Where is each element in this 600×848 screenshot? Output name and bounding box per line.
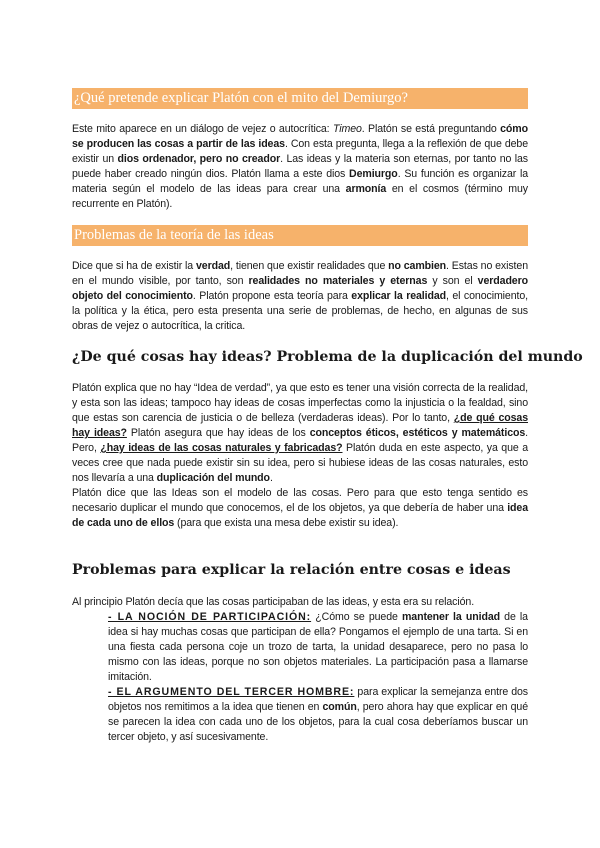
section-heading-demiurgo: ¿Qué pretende explicar Platón con el mito del Demiurgo? xyxy=(72,88,528,109)
section-heading-problemas: Problemas de la teoría de las ideas xyxy=(72,225,528,246)
paragraph-problemas: Dice que si ha de existir la verdad, tienen que existir realidades que no cambien. Estas no existen en el mundo visible, por tanto, son realidades no materiales y eternas y son el verdadero objeto del conocimiento. Platón propone esta teoría para explicar la realidad, el conocimiento, la política y la ética, pero esta presenta una serie de problemas, de hecho, en algunas de sus obras de vejez o autocrítica, la critica. xyxy=(72,260,528,332)
subheading-duplicacion: ¿De qué cosas hay ideas? Problema de la duplicación del mundo xyxy=(72,349,583,365)
item-tercer-hombre: - EL ARGUMENTO DEL TERCER HOMBRE: para explicar la semejanza entre dos objetos nos remitimos a la idea que tienen en común, pero ahora hay que explicar en qué se parecen la idea con cada uno de los objetos, para la cual cosa deberíamos buscar un tercer objeto, y así sucesivamente. xyxy=(108,686,529,743)
paragraph-demiurgo: Este mito aparece en un diálogo de vejez o autocrítica: Timeo. Platón se está preguntando cómo se producen las cosas a partir de las ideas. Con esta pregunta, llega a la reflexión de que debe existir un dios ordenador, pero no creador. Las ideas y la materia son eternas, por tanto no las puede haber creado ningún dios. Platón llama a este dios Demiurgo. Su función es organizar la materia según el modelo de las ideas para crear una armonía en el cosmos (término muy recurrente en Platón). xyxy=(72,123,529,210)
paragraph-relacion-intro: Al principio Platón decía que las cosas participaban de las ideas, y esta era su relación. xyxy=(72,596,475,608)
item-participacion: - LA NOCIÓN DE PARTICIPACIÓN: ¿Cómo se puede mantener la unidad de la idea si hay muchas cosas que participan de ella? Pongamos el ejemplo de una tarta. Si en una fiesta cada persona coje un trozo de tarta, la unidad desaparece, pero no pasa lo mismo con las ideas, porque no son objetos materiales. La participación pasa a llamarse imitación. xyxy=(108,611,528,683)
subheading-relacion: Problemas para explicar la relación entre cosas e ideas xyxy=(72,562,511,578)
paragraph-duplicacion: Platón explica que no hay “Idea de verdad”, ya que esto es tener una visión correcta de la realidad, y esta son las ideas; tampoco hay ideas de cosas imperfectas como la injusticia o la fealdad, sino que estas son carencia de justicia o de belleza (verdaderas ideas). Por lo tanto, ¿de qué cosas hay ideas? Platón asegura que hay ideas de los conceptos éticos, estéticos y matemáticos. Pero, ¿hay ideas de las cosas naturales y fabricadas? Platón duda en este aspecto, ya que a veces cree que nada puede existir sin su idea, pero si hubiese ideas de las cosas naturales, esto nos llevaría a una duplicación del mundo. Platón dice que las Ideas son el modelo de las cosas. Pero para que esto tenga sentido es necesario duplicar el mundo que conocemos, el de los objetos, ya que debería de haber una idea de cada uno de ellos (para que exista una mesa debe existir su idea). xyxy=(72,382,528,529)
